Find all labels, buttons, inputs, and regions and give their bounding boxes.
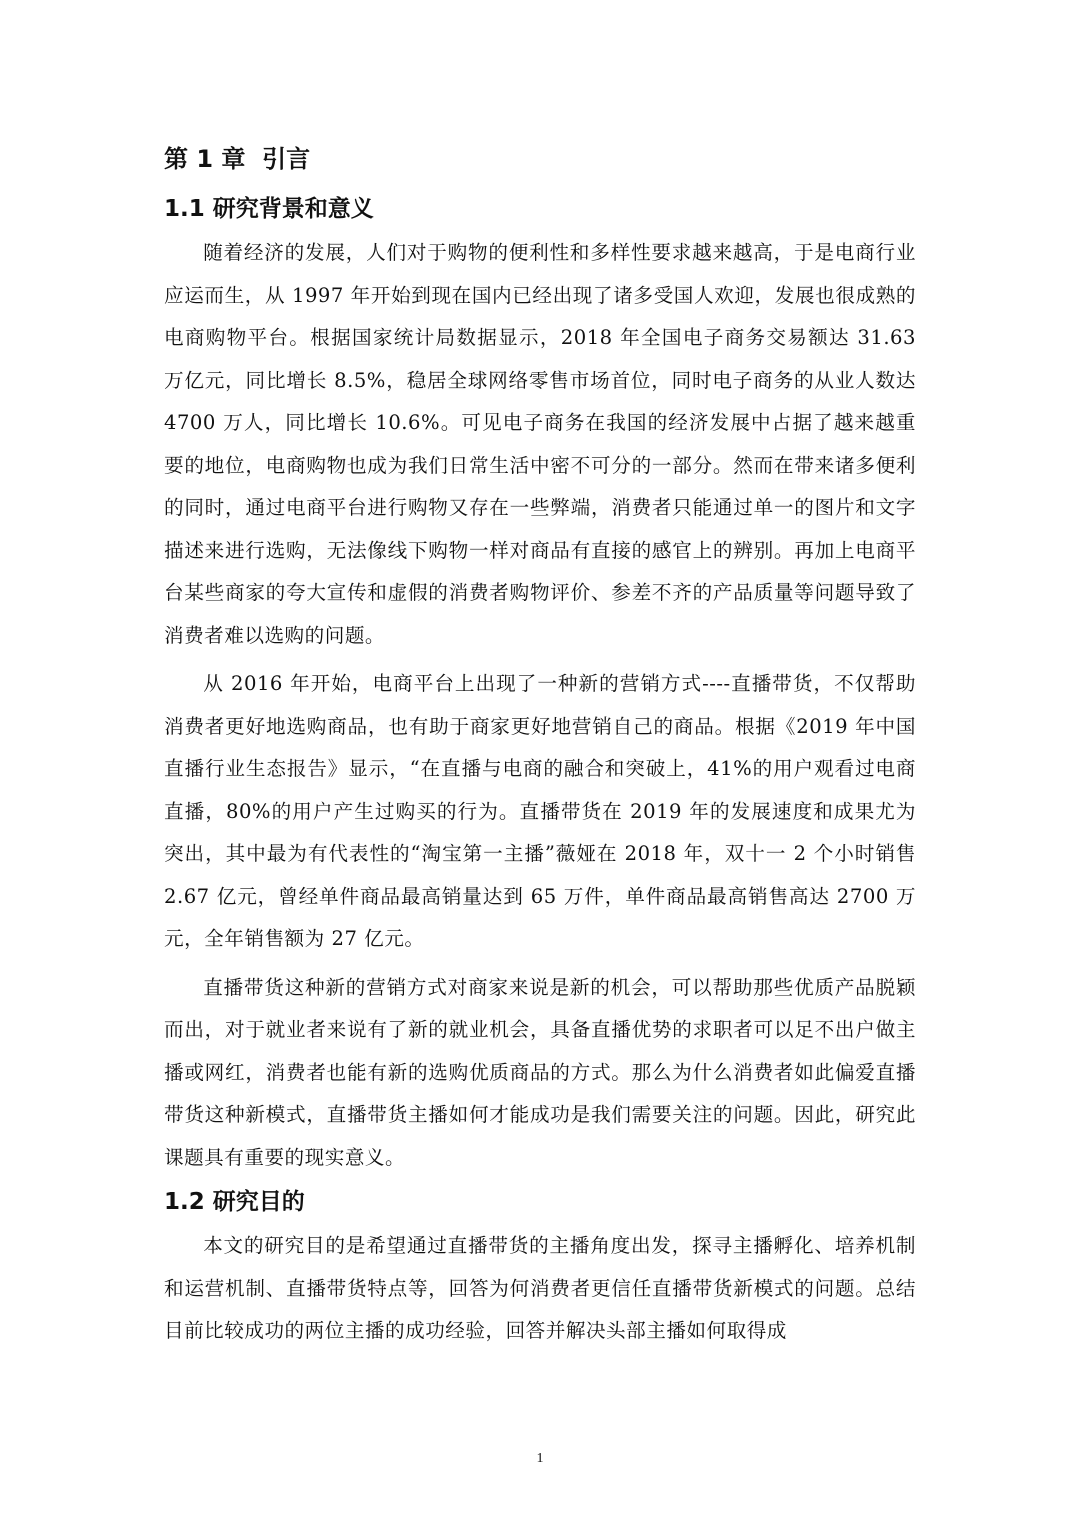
chapter-title: 第 1 章 引言 [164,145,311,173]
body-paragraph: 从 2016 年开始，电商平台上出现了一种新的营销方式----直播带货，不仅帮助消费者更好地选购商品，也有助于商家更好地营销自己的商品。根据《2019 年中国直播行业生态报告》显示，“在直播与电商的融合和突破上，41%的用户观看过电商直播，80%的用户产生过购买的行为。直播带货在 2019 年的发展速度和成果尤为突出，其中最为有代表性的“淘宝第一主播”薇娅在 2018 年，双十一 2 个小时销售 2.67 亿元，曾经单件商品最高销量达到 65 万件，单件商品最高销售高达 2700 万元，全年销售额为 27 亿元。 [164,672,916,950]
body-paragraph: 直播带货这种新的营销方式对商家来说是新的机会，可以帮助那些优质产品脱颖而出，对于就业者来说有了新的就业机会，具备直播优势的求职者可以足不出户做主播或网红，消费者也能有新的选购优质商品的方式。那么为什么消费者如此偏爱直播带货这种新模式，直播带货主播如何才能成功是我们需要关注的问题。因此，研究此课题具有重要的现实意义。 [164,975,916,1169]
page-number: 1 [536,1451,544,1466]
body-paragraph: 本文的研究目的是希望通过直播带货的主播角度出发，探寻主播孵化、培养机制和运营机制、直播带货特点等，回答为何消费者更信任直播带货新模式的问题。总结目前比较成功的两位主播的成功经验，回答并解决头部主播如何取得成 [164,1234,916,1342]
section-title-1-1: 1.1 研究背景和意义 [164,196,374,222]
body-paragraph: 随着经济的发展，人们对于购物的便利性和多样性要求越来越高，于是电商行业应运而生，从 1997 年开始到现在国内已经出现了诸多受国人欢迎，发展也很成熟的电商购物平台。根据国家统计局数据显示，2018 年全国电子商务交易额达 31.63 万亿元，同比增长 8.5%，稳居全球网络零售市场首位，同时电子商务的从业人数达 4700 万人，同比增长 10.6%。可见电子商务在我国的经济发展中占据了越来越重要的地位，电商购物也成为我们日常生活中密不可分的一部分。然而在带来诸多便利的同时，通过电商平台进行购物又存在一些弊端，消费者只能通过单一的图片和文字描述来进行选购，无法像线下购物一样对商品有直接的感官上的辨别。再加上电商平台某些商家的夸大宣传和虚假的消费者购物评价、参差不齐的产品质量等问题导致了消费者难以选购的问题。 [164,241,916,647]
section-title-1-2: 1.2 研究目的 [164,1189,305,1215]
page-content [164,140,916,1359]
